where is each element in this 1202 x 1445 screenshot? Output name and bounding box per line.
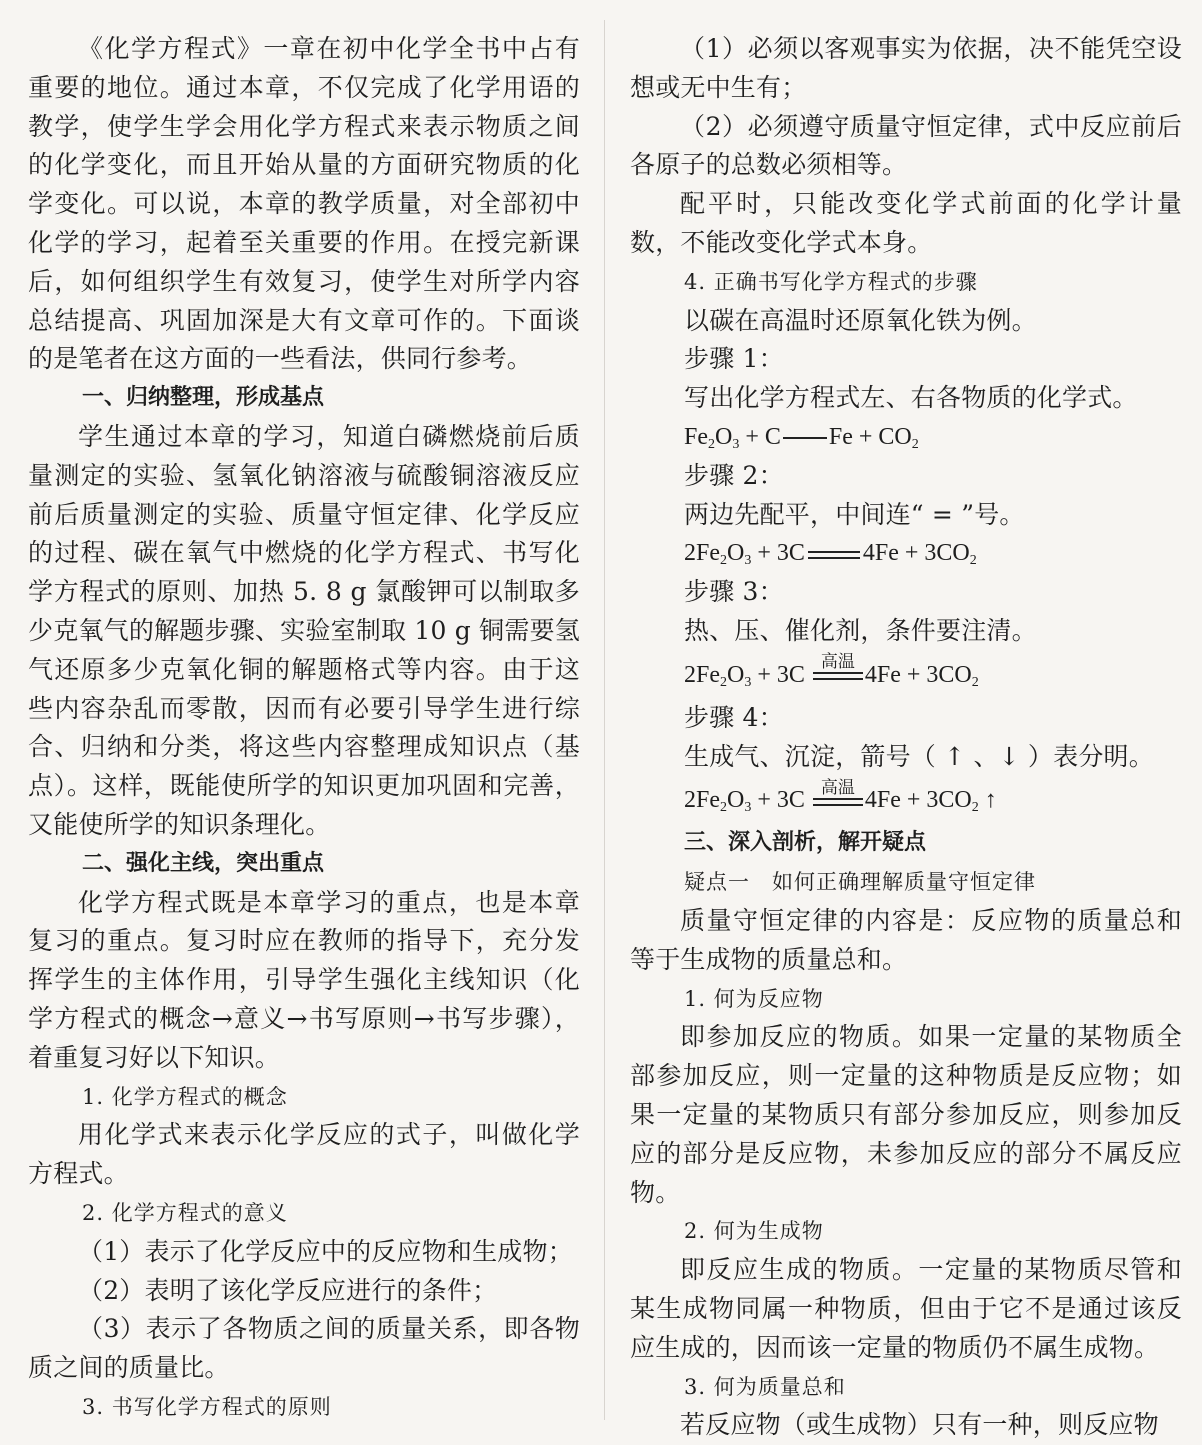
section-heading-2: 二、强化主线，突出重点 [82,850,325,876]
equation-step-3: $2Fe_2O_3 + 3C$ 高温 $4Fe + 3CO_2$ [684,652,979,690]
condition-label: 高温 [820,652,855,673]
doubt-1-heading: 疑点一 如何正确理解质量守恒定律 [684,870,1036,895]
left-column [28,30,580,1427]
condition-equals [813,652,863,680]
concept-paragraph: 用化学式来表示化学反应的式子，叫做化学方程式。 [28,1120,580,1189]
condition-equals [813,777,863,806]
mass-total-paragraph: 若反应物（或生成物）只有一种，则反应物 [680,1410,1159,1440]
subheading-mass-total: 3. 何为质量总和 [684,1374,846,1399]
section-1-paragraph: 学生通过本章的学习，知道白磷燃烧前后质量测定的实验、氢氧化钠溶液与硫酸铜溶液反应前后质量测定的实验、质量守恒定律、化学反应的过程、碳在氧气中燃烧的化学方程式、书写化学方程式的原则、加热 5. 8 g 氯酸钾可以制取多少克氧气的解题步骤、实验室制取 10 g 铜需要氢气还原多少克氧化铜的解题格式等内容。由于这些内容杂乱而零散，因而有必要引导学生进行综合、归纳和分类，将这些内容整理成知识点（基点）。这样，既能使所学的知识更加巩固和完善，又能使所学的知识条理化。 [28,421,580,839]
equation-step-4: $2Fe_2O_3 + 3C$ 高温 $4Fe + 3CO_2$ ↑ [684,777,997,816]
example-intro: 以碳在高温时还原氧化铁为例。 [684,305,1037,335]
section-heading-3: 三、深入剖析，解开疑点 [684,830,927,856]
right-column [630,30,1182,1445]
meaning-item-2: （2）表明了该化学反应进行的条件； [78,1275,498,1305]
equals-sign [808,551,860,559]
step-2-text: 两边先配平，中间连“ = ”号。 [684,499,1025,529]
intro-paragraph: 《化学方程式》一章在初中化学全书中占有重要的地位。通过本章，不仅完成了化学用语的教学，使学生学会用化学方程式来表示物质之间的化学变化，而且开始从量的方面研究物质的化学变化。可以说，本章的教学质量，对全部初中化学的学习，起着至关重要的作用。在授完新课后，如何组织学生有效复习，使学生对所学内容总结提高、巩固加深是大有文章可作的。下面谈的是笔者在这方面的一些看法，供同行参考。 [28,34,580,374]
equation-step-1: $Fe_2O_3 + C$ $Fe + CO_2$ [684,423,919,452]
subheading-principles: 3. 书写化学方程式的原则 [82,1394,332,1419]
equation-step-2: $2Fe_2O_3 + 3C$ $4Fe + 3CO_2$ [684,540,977,569]
step-4-label: 步骤 4： [684,702,784,732]
meaning-item-3: （3）表示了各物质之间的质量关系，即各物质之间的质量比。 [28,1314,580,1383]
subheading-reactants: 1. 何为反应物 [684,986,824,1011]
balancing-note: 配平时，只能改变化学式前面的化学计量数，不能改变化学式本身。 [630,189,1182,257]
products-paragraph: 即反应生成的物质。一定量的某物质尽管和某生成物同属一种物质，但由于它不是通过该反应生成的，因而该一定量的物质仍不属生成物。 [630,1255,1182,1362]
subheading-products: 2. 何为生成物 [684,1219,824,1244]
subheading-steps: 4. 正确书写化学方程式的步骤 [684,269,978,294]
subheading-meaning: 2. 化学方程式的意义 [82,1200,288,1225]
gas-arrow-icon: ↑ [984,787,997,814]
step-1-label: 步骤 1： [684,344,784,374]
section-2-paragraph: 化学方程式既是本章学习的重点，也是本章复习的重点。复习时应在教师的指导下，充分发挥学生的主体作用，引导学生强化主线知识（化学方程式的概念→意义→书写原则→书写步骤），着重复习好以下知识。 [28,887,580,1072]
principle-1: （1）必须以客观事实为依据，决不能凭空设想或无中生有； [630,34,1182,102]
meaning-item-1: （1）表示了化学反应中的反应物和生成物； [78,1236,573,1266]
step-1-text: 写出化学方程式左、右各物质的化学式。 [684,383,1138,413]
section-heading-1: 一、归纳整理，形成基点 [82,385,325,411]
step-4-text: 生成气、沉淀，箭号（ ↑ 、↓ ）表分明。 [684,741,1154,771]
doubt-1-paragraph: 质量守恒定律的内容是：反应物的质量总和等于生成物的质量总和。 [630,905,1182,974]
principle-2: （2）必须遵守质量守恒定律，式中反应前后各原子的总数必须相等。 [630,111,1182,180]
reactants-paragraph: 即参加反应的物质。如果一定量的某物质全部参加反应，则一定量的这种物质是反应物；如果一定量的某物质只有部分参加反应，则参加反应的部分是反应物，未参加反应的部分不属反应物。 [630,1022,1182,1207]
condition-label: 高温 [820,777,855,798]
step-3-text: 热、压、催化剂，条件要注清。 [684,615,1037,645]
step-2-label: 步骤 2： [684,460,784,490]
column-divider [604,20,605,1420]
step-3-label: 步骤 3： [684,577,784,607]
subheading-concept: 1. 化学方程式的概念 [82,1084,288,1109]
reaction-line [783,437,827,439]
